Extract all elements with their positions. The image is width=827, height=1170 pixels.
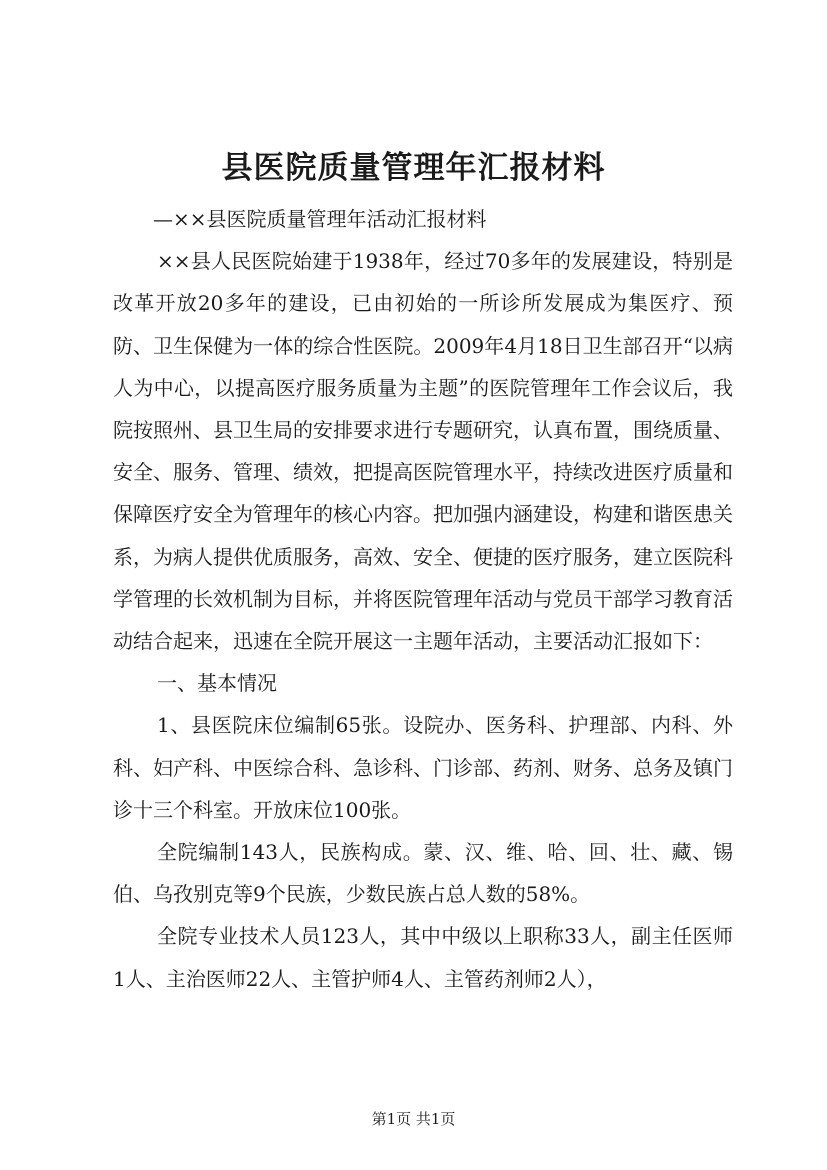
paragraph-staff: 全院编制143人，民族构成。蒙、汉、维、哈、回、壮、藏、锡伯、乌孜别克等9个民族，少数民族占总人数的58%。 xyxy=(113,840,733,907)
paragraph-beds: 1、县医院床位编制65张。设院办、医务科、护理部、内科、外科、妇产科、中医综合科、急诊科、门诊部、药剂、财务、总务及镇门诊十三个科室。开放床位100张。 xyxy=(113,713,733,822)
section-heading-basic-info: 一、基本情况 xyxy=(157,671,277,696)
paragraph-intro: ××县人民医院始建于1938年，经过70多年的发展建设，特别是改革开放20多年的建设，已由初始的一所诊所发展成为集医疗、预防、卫生保健为一体的综合性医院。2009年4月18日卫生部召开“以病人为中心，以提高医疗服务质量为主题”的医院管理年工作会议后，我院按照州、县卫生局的安排要求进行专题研究，认真布置，围绕质量、安全、服务、管理、绩效，把提高医院管理水平，持续改进医疗质量和保障医疗安全为管理年的核心内容。把加强内涵建设，构建和谐医患关系，为病人提供优质服务，高效、安全、便捷的医疗服务，建立医院科学管理的长效机制为目标，并将医院管理年活动与党员干部学习教育活动结合起来，迅速在全院开展这一主题年活动，主要活动汇报如下： xyxy=(113,249,733,654)
document-subtitle: —××县医院质量管理年活动汇报材料 xyxy=(153,207,487,231)
paragraph-technical-staff: 全院专业技术人员123人，其中中级以上职称33人，副主任医师1人、主治医师22人、主管护师4人、主管药剂师2人）， xyxy=(113,924,733,991)
document-body xyxy=(113,198,733,1000)
document-title: 县医院质量管理年汇报材料 xyxy=(221,150,606,186)
page-footer: 第1页 共1页 xyxy=(371,1110,456,1128)
